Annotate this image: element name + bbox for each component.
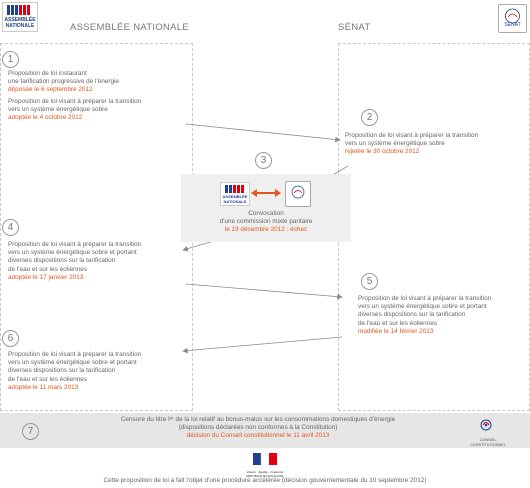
step-4-line-3: diverses dispositions sur la tarification — [8, 257, 116, 265]
step-5-text — [358, 295, 528, 336]
step-5-line-4: de l'eau et sur les éoliennes — [358, 319, 438, 327]
step-1-line-1: Proposition de loi instaurant — [8, 70, 87, 77]
step-4-text — [8, 241, 188, 282]
step-6-number: 6 — [2, 330, 19, 347]
step-6-line-1: Proposition de loi visant à préparer la transition — [8, 351, 142, 358]
step-6-text — [8, 351, 188, 392]
step-7-text — [70, 416, 446, 441]
tricolor-flag-icon — [246, 453, 284, 465]
cmp-assemblee-bottom: NATIONALE — [223, 199, 247, 204]
step-7-line-1: Censure du titre Iᵉʳ de la loi relatif au bonus-malus sur les consommations domestiques d'énergie — [120, 416, 396, 423]
step-1-number: 1 — [2, 51, 19, 68]
step-3-line-1: Convocation — [248, 210, 284, 217]
step-5-date: modifiée le 14 février 2013 — [358, 327, 434, 335]
arrow-4-to-5 — [186, 284, 342, 297]
step-5-line-3: diverses dispositions sur la tarification — [358, 311, 466, 319]
step-2-date: rejetée le 30 octobre 2012 — [345, 148, 420, 156]
senat-title: SÉNAT — [338, 22, 371, 33]
arrow-1-to-2 — [186, 124, 340, 140]
cmp-assemblee-logo — [220, 182, 250, 206]
step-3-number: 3 — [255, 152, 272, 169]
step-5-number: 5 — [361, 273, 378, 290]
step-7-date: décision du Conseil constitutionnel le 11 avril 2013 — [186, 432, 330, 440]
step-6-line-3: diverses dispositions sur la tarification — [8, 367, 116, 375]
step-5-line-2: vers un système énergétique sobre et portant — [358, 303, 487, 311]
cmp-hemicycle-icon — [221, 183, 249, 194]
step-2-text — [345, 132, 527, 157]
step-7-number: 7 — [22, 423, 39, 440]
step-4-line-1: Proposition de loi visant à préparer la transition — [8, 241, 142, 248]
republique-emblem — [246, 452, 284, 478]
footer-note: Cette proposition de loi a fait l'objet d'une procédure accélérée (décision gouvernementale du 10 septembre 2012) — [103, 477, 427, 484]
step-3-line-2: d'une commission mixte paritaire — [219, 218, 313, 226]
conseil-logo — [460, 417, 516, 445]
step-4-line-2: vers un système énergétique sobre et portant — [8, 249, 137, 257]
step-3-date: le 19 décembre 2012 : échec — [224, 226, 308, 234]
step-6-date: adoptée le 11 mars 2013 — [8, 383, 79, 391]
assemblee-logo-bottom: NATIONALE — [5, 23, 35, 29]
step-1-line-2: une tarification progressive de l'énergie — [8, 78, 119, 86]
step-1-date: déposée le 6 septembre 2012 — [8, 86, 93, 94]
step-4-line-4: de l'eau et sur les éoliennes — [8, 265, 88, 273]
double-arrow-icon — [251, 188, 281, 198]
arrow-5-to-6 — [183, 337, 342, 351]
emblem-motto: Liberté · Égalité · Fraternité — [246, 470, 284, 474]
assemblee-title: ASSEMBLÉE NATIONALE — [70, 22, 190, 33]
step-2-line-2: vers un système énergétique sobre — [345, 140, 445, 148]
assemblee-logo-top: ASSEMBLÉE — [4, 17, 36, 23]
step-1-date-2: adoptée le 4 octobre 2012 — [8, 114, 83, 122]
step-1-line-3: Proposition de loi visant à préparer la transition — [8, 97, 142, 105]
step-7-line-2: (dispositions déclarées non conformes à la Constitution) — [178, 424, 338, 432]
step-1-line-4: vers un système énergétique sobre — [8, 105, 108, 113]
step-5-line-1: Proposition de loi visant à préparer la transition — [358, 295, 492, 302]
step-1-text — [8, 70, 188, 122]
senat-logo-text: SÉNAT — [504, 22, 521, 28]
cmp-senat-logo — [285, 181, 311, 207]
step-6-line-2: vers un système énergétique sobre et portant — [8, 359, 137, 367]
conseil-logo-line-2: CONSTITUTIONNEL — [470, 442, 506, 447]
emblem-republique: RÉPUBLIQUE FRANÇAISE — [246, 474, 284, 478]
cmp-senat-emblem-icon — [286, 182, 310, 206]
step-2-line-1: Proposition de loi visant à préparer la transition — [345, 132, 479, 139]
step-3-text — [181, 210, 351, 235]
step-2-number: 2 — [361, 109, 378, 126]
cmp-assemblee-top: ASSEMBLÉE — [222, 194, 248, 199]
step-4-number: 4 — [2, 219, 19, 236]
step-4-date: adoptée le 17 janvier 2013 — [8, 273, 84, 281]
conseil-logo-line-1: CONSEIL — [479, 438, 497, 442]
step-6-line-4: de l'eau et sur les éoliennes — [8, 375, 88, 383]
conseil-emblem-icon — [460, 417, 516, 433]
